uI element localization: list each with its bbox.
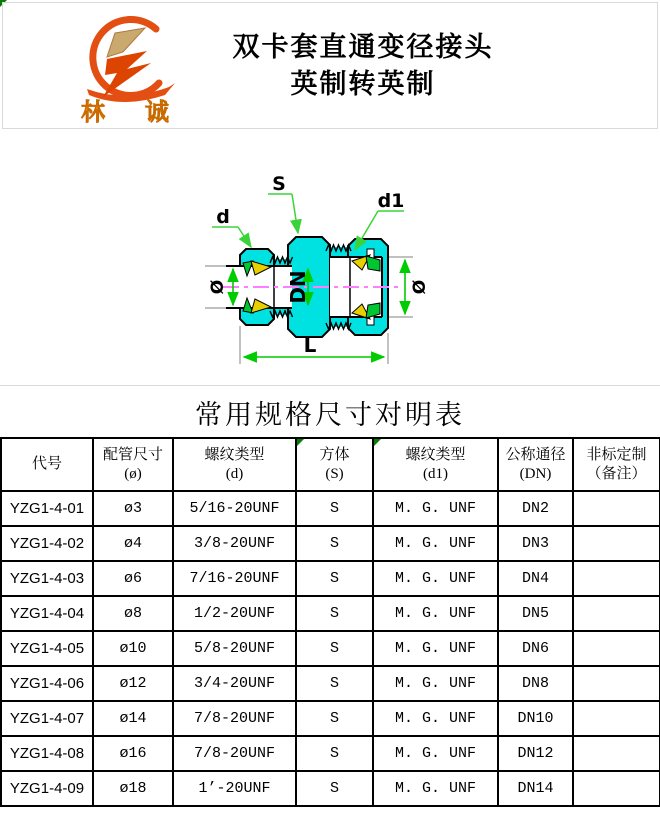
table-cell: M. G. UNF (373, 736, 498, 771)
table-cell (573, 701, 660, 736)
table-cell: 7/8-20UNF (173, 736, 296, 771)
table-cell: S (296, 666, 373, 701)
table-cell: 3/8-20UNF (173, 526, 296, 561)
table-cell: M. G. UNF (373, 561, 498, 596)
table-cell (573, 736, 660, 771)
table-row (1, 596, 660, 631)
table-row (1, 526, 660, 561)
label-l: L (303, 333, 317, 357)
col-header-subtext: (ø) (124, 465, 142, 482)
table-cell: ø6 (93, 561, 173, 596)
table-cell: DN8 (498, 666, 573, 701)
table-cell (573, 666, 660, 701)
col-header-subtext: （备注） (586, 465, 647, 482)
table-cell: YZG1-4-05 (1, 631, 93, 666)
table-cell: ø12 (93, 666, 173, 701)
table-cell: S (296, 561, 373, 596)
table-cell: S (296, 526, 373, 561)
table-cell: S (296, 491, 373, 526)
label-dia-right: Ø (410, 279, 430, 295)
table-cell: M. G. UNF (373, 631, 498, 666)
table-cell: 5/16-20UNF (173, 491, 296, 526)
header-band (2, 2, 658, 129)
table-cell: YZG1-4-02 (1, 526, 93, 561)
table-cell: M. G. UNF (373, 526, 498, 561)
col-header-thread-d1 (373, 438, 498, 491)
table-cell: YZG1-4-07 (1, 701, 93, 736)
table-row (1, 736, 660, 771)
table-cell: ø14 (93, 701, 173, 736)
table-cell (573, 631, 660, 666)
table-cell: DN3 (498, 526, 573, 561)
table-cell: 1/2-20UNF (173, 596, 296, 631)
spec-table (0, 437, 660, 807)
table-cell: DN6 (498, 631, 573, 666)
logo-char-left: 林 (81, 100, 105, 126)
label-s: S (272, 173, 286, 195)
table-cell: 1’-20UNF (173, 771, 296, 806)
table-cell: ø16 (93, 736, 173, 771)
col-header-hex (296, 438, 373, 491)
table-cell (573, 561, 660, 596)
table-row (1, 666, 660, 701)
logo-char-right: 诚 (145, 100, 169, 126)
table-cell: DN2 (498, 491, 573, 526)
table-cell: S (296, 771, 373, 806)
table-cell: S (296, 631, 373, 666)
label-d1: d1 (377, 190, 405, 212)
table-cell: 3/4-20UNF (173, 666, 296, 701)
table-cell: YZG1-4-09 (1, 771, 93, 806)
table-cell: S (296, 596, 373, 631)
table-cell: 5/8-20UNF (173, 631, 296, 666)
table-cell: M. G. UNF (373, 491, 498, 526)
table-cell: YZG1-4-01 (1, 491, 93, 526)
table-cell: YZG1-4-03 (1, 561, 93, 596)
table-cell: ø18 (93, 771, 173, 806)
col-header-subtext: (d) (225, 465, 244, 482)
cell-note-marker (297, 439, 304, 446)
page-title-line2: 英制转英制 (290, 69, 436, 99)
table-cell: YZG1-4-06 (1, 666, 93, 701)
col-header-subtext: (DN) (519, 465, 552, 482)
table-cell: ø8 (93, 596, 173, 631)
page-title-line1: 双卡套直通变径接头 (232, 32, 494, 62)
col-header-text: 非标定制 (586, 446, 647, 463)
table-cell: YZG1-4-04 (1, 596, 93, 631)
table-cell: M. G. UNF (373, 596, 498, 631)
table-cell: DN14 (498, 771, 573, 806)
table-cell: M. G. UNF (373, 771, 498, 806)
table-cell: YZG1-4-08 (1, 736, 93, 771)
table-cell (573, 526, 660, 561)
label-dia-left: Ø (208, 279, 228, 295)
table-row (1, 561, 660, 596)
col-header-text: 螺纹类型 (405, 446, 466, 463)
table-cell (573, 771, 660, 806)
table-cell: ø10 (93, 631, 173, 666)
col-header-text: 螺纹类型 (204, 446, 265, 463)
table-cell (573, 596, 660, 631)
table-cell: S (296, 701, 373, 736)
table-row (1, 771, 660, 806)
table-cell: M. G. UNF (373, 701, 498, 736)
table-cell: DN12 (498, 736, 573, 771)
table-row (1, 701, 660, 736)
col-header-subtext: (S) (325, 465, 344, 482)
col-header-text: 配管尺寸 (102, 446, 163, 463)
col-header-dn (498, 438, 573, 491)
col-header-pipe-size (93, 438, 173, 491)
section-title: 常用规格尺寸对明表 (195, 399, 465, 430)
table-cell: 7/8-20UNF (173, 701, 296, 736)
table-cell: DN4 (498, 561, 573, 596)
table-row (1, 491, 660, 526)
table-cell: DN5 (498, 596, 573, 631)
col-header-thread-d (173, 438, 296, 491)
col-header-text: 方体 (319, 446, 350, 463)
col-header-custom (573, 438, 660, 491)
table-cell: ø4 (93, 526, 173, 561)
table-cell: M. G. UNF (373, 666, 498, 701)
col-header-text: 公称通径 (505, 446, 566, 463)
table-cell: DN10 (498, 701, 573, 736)
col-header-code (1, 438, 93, 491)
col-header-subtext: (d1) (423, 465, 448, 482)
table-cell: S (296, 736, 373, 771)
table-row (1, 631, 660, 666)
label-dn: DN (286, 270, 310, 304)
col-header-text: 代号 (31, 456, 62, 472)
table-cell: 7/16-20UNF (173, 561, 296, 596)
table-cell (573, 491, 660, 526)
cell-note-marker (374, 439, 381, 446)
page-title (153, 29, 573, 103)
label-d: d (216, 206, 230, 228)
section-title-band (0, 385, 660, 438)
fitting-diagram (0, 128, 660, 388)
table-header-row (1, 438, 660, 491)
table-cell: ø3 (93, 491, 173, 526)
